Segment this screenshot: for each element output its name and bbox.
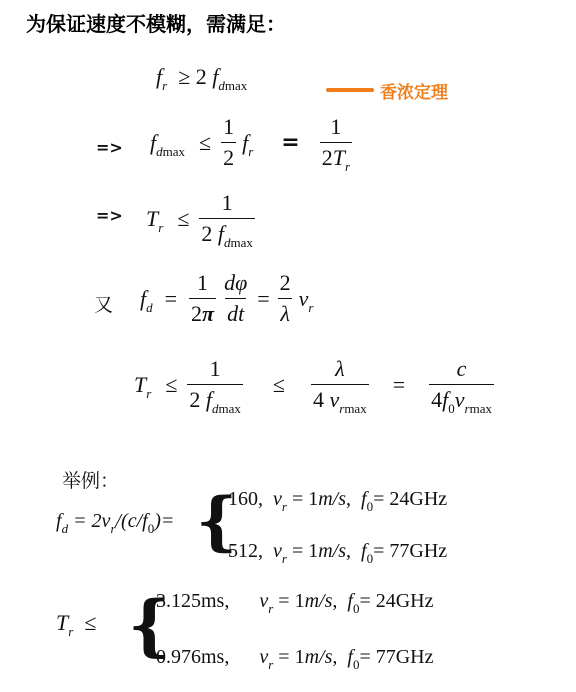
tr-case-2: 0.976ms, $v_r = 1m/s$, $f_0= 77GHz$ [156,646,434,672]
brace-icon-2: { [128,586,171,664]
implies-symbol-2: => [96,206,123,225]
equation-fd-bound: $f_{dmax}$ ≤ $\frac{1}{2}$ $f_r$ = $\frac{1}{2T_r}$ [150,114,351,174]
equation-doppler: $f_d$ = $\frac{1}{2\pi}$ $\frac{d\varphi}{dt}$ = $\frac{2}{\lambda}$ $v_r$ [140,270,314,326]
fd-case-1: 160, $v_r = 1m/s$, $f_0= 24GHz$ [228,488,448,514]
tr-case-1: 3.125ms, $v_r = 1m/s$, $f_0= 24GHz$ [156,590,434,616]
tr-example-lhs: $T_r$ ≤ [56,610,97,639]
implies-symbol: => [96,138,123,157]
also-label: 又 [94,294,114,316]
fd-example-lhs: $f_d = 2v_r/(c/f_0)=$ [56,510,175,536]
equation-tr-full: $T_r$ ≤ $\frac{1}{2 f_{dmax}}$ ≤ $\frac{\lambda}{4 v_{rmax}}$ = $\frac{c}{4f_0v_{rmax}}$ [134,356,492,416]
page-title: 为保证速度不模糊，需满足： [26,12,286,36]
brace-icon: { [196,484,238,559]
note-connector-line [326,88,374,92]
equation-tr-bound: $T_r$ ≤ $\frac{1}{2 f_{dmax}}$ [146,190,253,250]
fd-case-2: 512, $v_r = 1m/s$, $f_0= 77GHz$ [228,540,448,566]
equation-nyquist: $f_r \ge 2$ $f_{dmax}$ [156,64,248,93]
example-label: 举例： [62,470,120,492]
shannon-theorem-note: 香浓定理 [380,83,448,103]
